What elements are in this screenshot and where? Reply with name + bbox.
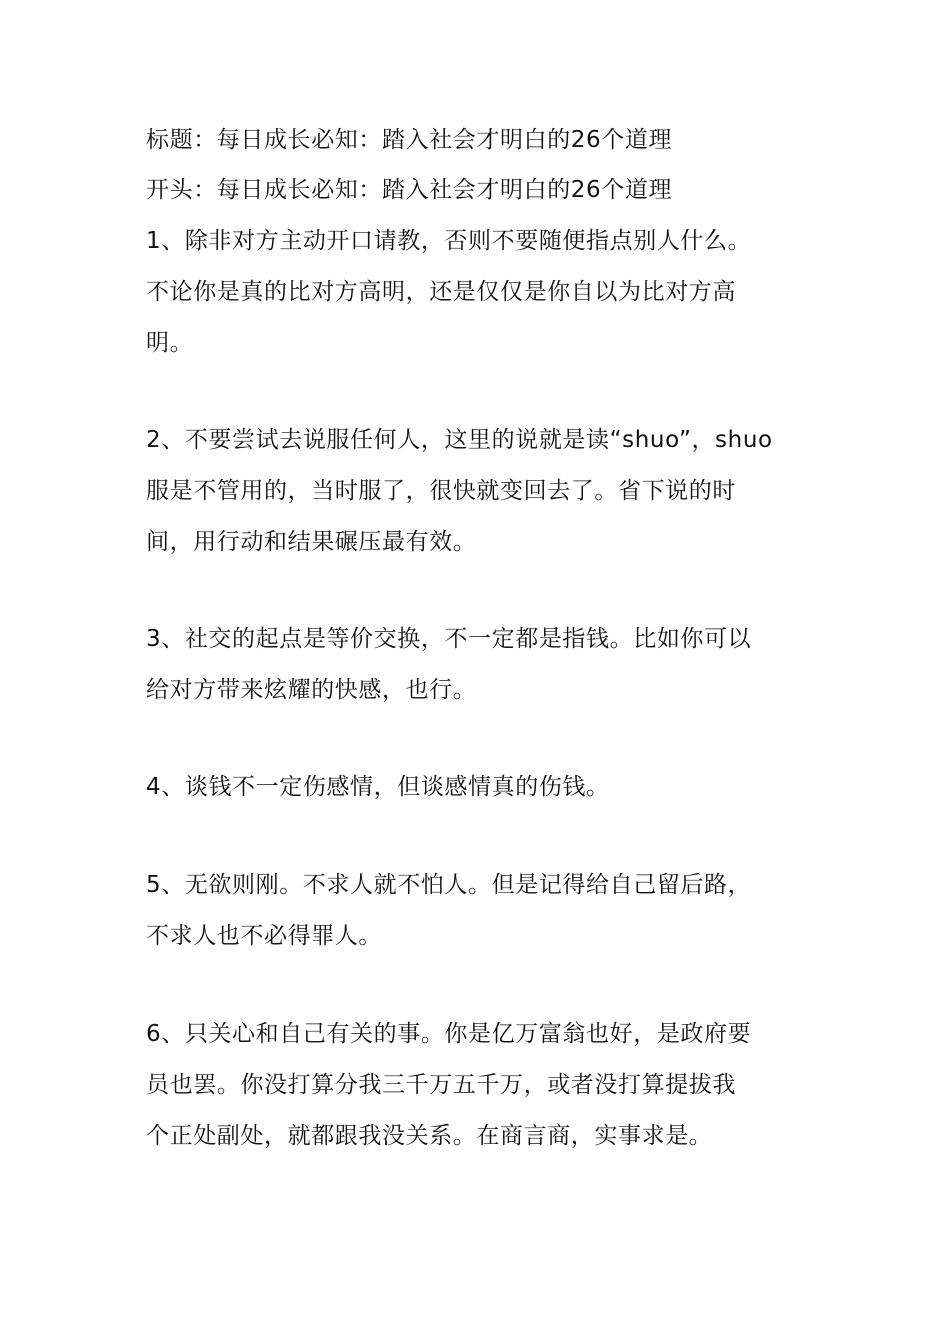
item-6-line-1: 6、只关心和自己有关的事。你是亿万富翁也好，是政府要 xyxy=(146,1021,752,1047)
item-2-line-3: 间，用行动和结果碾压最有效。 xyxy=(146,529,477,555)
title-line: 标题：每日成长必知：踏入社会才明白的26个道理 xyxy=(146,127,673,153)
item-5-line-1: 5、无欲则刚。不求人就不怕人。但是记得给自己留后路， xyxy=(146,872,752,898)
item-1-line-2: 不论你是真的比对方高明，还是仅仅是你自以为比对方高 xyxy=(146,279,736,305)
opening-line: 开头：每日成长必知：踏入社会才明白的26个道理 xyxy=(146,177,673,203)
item-3-line-1: 3、社交的起点是等价交换，不一定都是指钱。比如你可以 xyxy=(146,626,752,652)
item-1-line-1: 1、除非对方主动开口请教，否则不要随便指点别人什么。 xyxy=(146,228,752,254)
item-2-line-1: 2、不要尝试去说服任何人，这里的说就是读“shuo”，shuo xyxy=(146,427,773,453)
item-6-line-3: 个正处副处，就都跟我没关系。在商言商，实事求是。 xyxy=(146,1123,713,1149)
item-6-line-2: 员也罢。你没打算分我三千万五千万，或者没打算提拔我 xyxy=(146,1072,736,1098)
item-4-line-1: 4、谈钱不一定伤感情，但谈感情真的伤钱。 xyxy=(146,774,610,800)
item-5-line-2: 不求人也不必得罪人。 xyxy=(146,923,382,949)
item-1-line-3: 明。 xyxy=(146,330,194,356)
item-3-line-2: 给对方带来炫耀的快感，也行。 xyxy=(146,677,477,703)
item-2-line-2: 服是不管用的，当时服了，很快就变回去了。省下说的时 xyxy=(146,478,736,504)
